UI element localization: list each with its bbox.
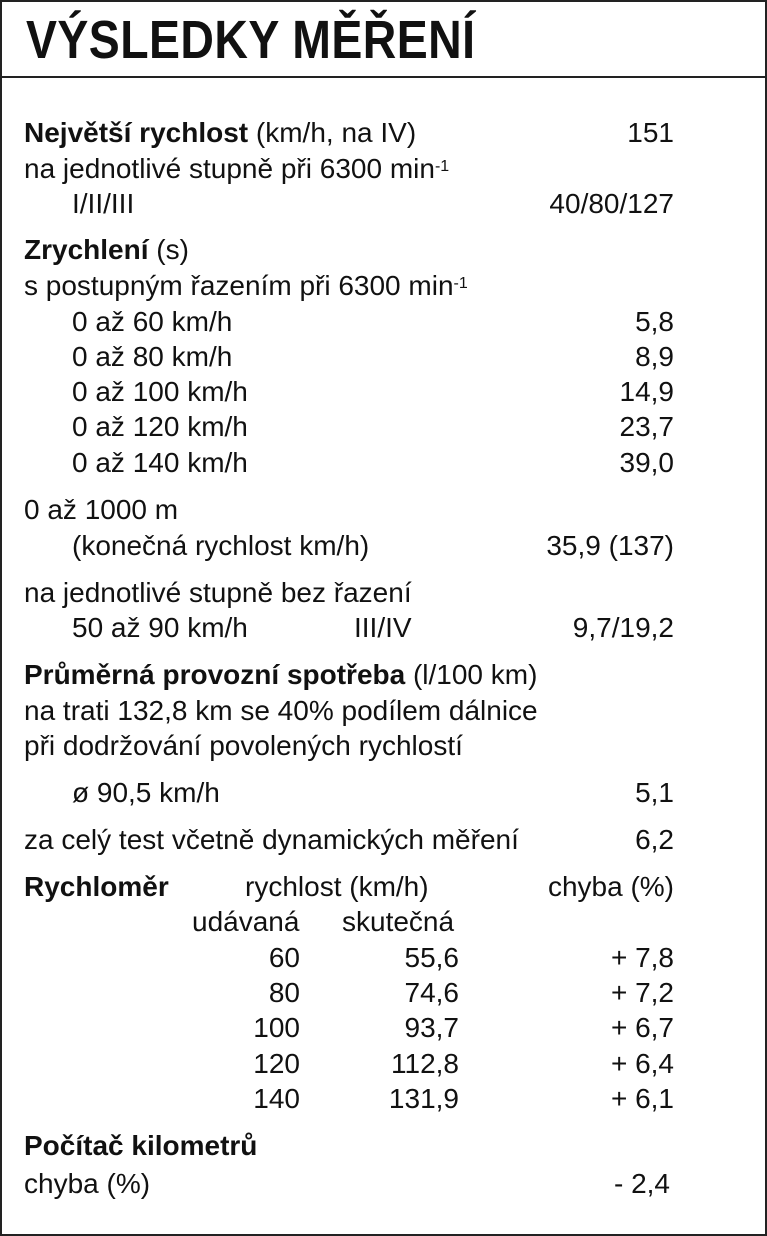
speedometer-error: + 7,2 (610, 977, 674, 1008)
consumption-label: Průměrná provozní spotřeba (24, 659, 406, 690)
elastic-value: 9,7/19,2 (572, 612, 674, 643)
acceleration-row-label: 0 až 120 km/h (72, 411, 248, 442)
acceleration-subtitle-text: s postupným řazením při 6300 min (24, 270, 454, 301)
distance-sub-row (0, 529, 767, 563)
consumption-total-label: za celý test včetně dynamických měření (24, 824, 519, 855)
consumption-avg-value: 5,1 (635, 777, 674, 808)
elastic-values-row (0, 611, 767, 645)
elastic-gears: III/IV (354, 612, 412, 643)
consumption-total-row (0, 823, 767, 857)
gears-line-text: na jednotlivé stupně při 6300 min (24, 153, 435, 184)
odometer-error-label: chyba (%) (24, 1168, 151, 1199)
consumption-line1 (0, 694, 767, 728)
speedometer-row (0, 1082, 767, 1116)
speedometer-sub-actual: skutečná (342, 906, 455, 937)
speedometer-error: + 6,7 (610, 1012, 674, 1043)
speedometer-actual: 74,6 (404, 977, 459, 1008)
consumption-unit: (l/100 km) (405, 659, 538, 690)
title-box (0, 0, 767, 78)
speedometer-actual: 131,9 (388, 1083, 459, 1114)
speedometer-actual: 55,6 (404, 942, 459, 973)
elastic-range: 50 až 90 km/h (72, 612, 248, 643)
max-speed-unit: (km/h, na IV) (248, 117, 417, 148)
elastic-label: na jednotlivé stupně bez řazení (24, 577, 412, 608)
distance-row (0, 493, 767, 527)
acceleration-row-label: 0 až 100 km/h (72, 376, 248, 407)
speedometer-actual: 93,7 (404, 1012, 459, 1043)
speedometer-actual: 112,8 (391, 1048, 459, 1079)
acceleration-label: Zrychlení (24, 234, 149, 265)
speedometer-error: + 6,4 (610, 1048, 674, 1079)
speedometer-col-speed: rychlost (km/h) (245, 871, 429, 902)
acceleration-subtitle-sup: -1 (453, 275, 468, 292)
distance-label: 0 až 1000 m (24, 494, 179, 525)
speedometer-error: + 6,1 (610, 1083, 674, 1114)
consumption-total-value: 6,2 (635, 824, 674, 855)
acceleration-row (0, 340, 767, 374)
elastic-row (0, 576, 767, 610)
odometer-row (0, 1167, 767, 1201)
consumption-heading (0, 658, 767, 692)
gears-value: 40/80/127 (549, 188, 674, 219)
odometer-error-value: - 2,4 (613, 1168, 670, 1199)
odometer-heading (0, 1129, 767, 1163)
acceleration-row (0, 375, 767, 409)
acceleration-row-value: 14,9 (619, 376, 674, 407)
consumption-avg-label: ø 90,5 km/h (72, 777, 220, 808)
max-speed-label: Největší rychlost (24, 117, 249, 148)
acceleration-row-label: 0 až 60 km/h (72, 306, 233, 337)
odometer-label: Počítač kilometrů (24, 1130, 258, 1161)
speedometer-col-error: chyba (%) (547, 871, 674, 902)
speedometer-row (0, 976, 767, 1010)
speedometer-label: Rychloměr (24, 871, 169, 902)
acceleration-subtitle (0, 269, 767, 303)
distance-value: 35,9 (137) (546, 530, 674, 561)
acceleration-row-value: 23,7 (619, 411, 674, 442)
gears-label: I/II/III (72, 188, 135, 219)
max-speed-gears-line (0, 152, 767, 186)
acceleration-row-value: 8,9 (635, 341, 674, 372)
speedometer-error: + 7,8 (610, 942, 674, 973)
acceleration-unit: (s) (148, 234, 189, 265)
acceleration-row (0, 446, 767, 480)
acceleration-row-label: 0 až 80 km/h (72, 341, 233, 372)
acceleration-row (0, 410, 767, 444)
consumption-line2-text: při dodržování povolených rychlostí (24, 730, 463, 761)
acceleration-heading (0, 233, 767, 267)
speedometer-indicated: 140 (253, 1083, 300, 1114)
acceleration-row-value: 5,8 (635, 306, 674, 337)
acceleration-row-label: 0 až 140 km/h (72, 447, 248, 478)
consumption-line2 (0, 729, 767, 763)
max-speed-value: 151 (627, 117, 674, 148)
speedometer-indicated: 80 (268, 977, 300, 1008)
speedometer-row (0, 1047, 767, 1081)
speedometer-indicated: 60 (268, 942, 300, 973)
speedometer-heading (0, 870, 767, 904)
gears-line-sup: -1 (434, 158, 450, 175)
distance-sub-label: (konečná rychlost km/h) (72, 530, 370, 561)
speedometer-indicated: 120 (253, 1048, 300, 1079)
speedometer-subheader (0, 905, 767, 939)
speedometer-row (0, 1011, 767, 1045)
max-speed-row (0, 116, 767, 150)
speedometer-sub-indicated: udávaná (192, 906, 300, 937)
consumption-line1-text: na trati 132,8 km se 40% podílem dálnice (24, 695, 538, 726)
speedometer-indicated: 100 (253, 1012, 300, 1043)
acceleration-row-value: 39,0 (619, 447, 674, 478)
max-speed-gears-row (0, 187, 767, 221)
page-title: VÝSLEDKY MĚŘENÍ (26, 10, 476, 70)
acceleration-row (0, 305, 767, 339)
consumption-avg-row (0, 776, 767, 810)
speedometer-row (0, 941, 767, 975)
